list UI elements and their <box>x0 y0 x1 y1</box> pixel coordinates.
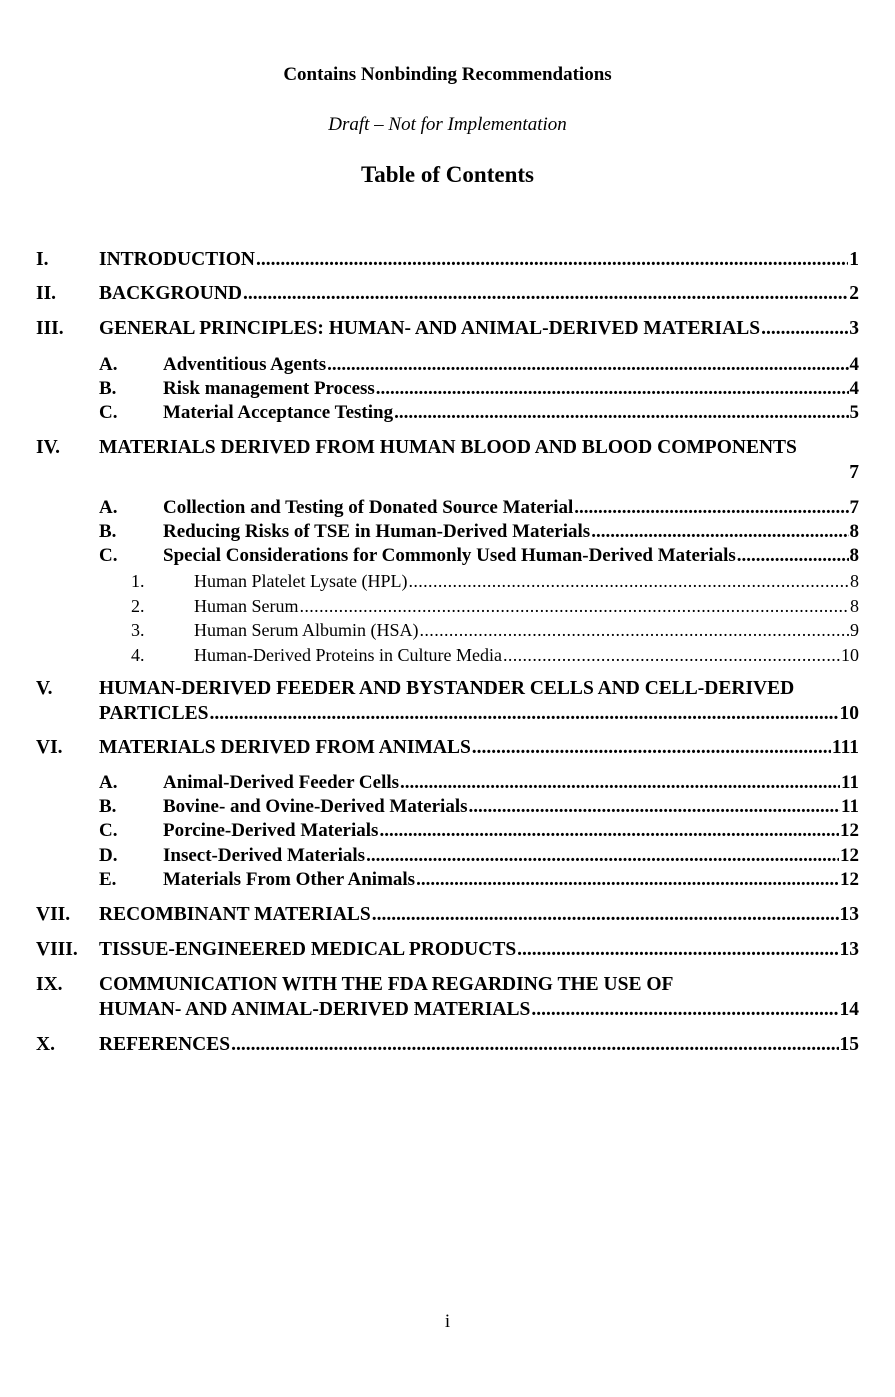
toc-page-number: 2 <box>849 283 859 304</box>
toc-title-text: Insect-Derived Materials <box>163 845 366 866</box>
toc-page-number: 7 <box>849 462 859 483</box>
toc-page-number: 8 <box>849 521 859 542</box>
toc-page-number: 4 <box>849 378 859 399</box>
toc-title-text: Risk management Process <box>163 378 375 399</box>
toc-page-number: 10 <box>839 703 859 724</box>
toc-title-text: INTRODUCTION <box>99 249 256 270</box>
toc-number: VIII. <box>36 939 78 960</box>
toc-page-number: 111 <box>831 737 859 758</box>
dot-leader <box>376 378 849 400</box>
toc-title-text: REFERENCES <box>99 1034 231 1055</box>
toc-number: B. <box>99 521 117 542</box>
dot-leader <box>209 703 838 725</box>
toc-title-text: Special Considerations for Commonly Used Human-Derived Materials <box>163 545 736 566</box>
toc-page-number: 11 <box>841 796 859 817</box>
toc-page-number: 10 <box>841 645 859 665</box>
toc-page-number: 11 <box>841 772 859 793</box>
toc-title-text: RECOMBINANT MATERIALS <box>99 904 371 925</box>
dot-leader <box>379 820 839 842</box>
toc-number: A. <box>99 354 118 375</box>
toc-number: X. <box>36 1034 55 1055</box>
toc-title-text-continued: HUMAN- AND ANIMAL-DERIVED MATERIALS <box>99 999 531 1020</box>
toc-page-number: 8 <box>849 545 859 566</box>
toc-title-text: Bovine- and Ovine-Derived Materials <box>163 796 468 817</box>
toc-title-text: Reducing Risks of TSE in Human-Derived Materials <box>163 521 591 542</box>
toc-page-number: 14 <box>839 999 859 1020</box>
toc-title-text: Human Platelet Lysate (HPL) <box>194 571 408 591</box>
toc-page-number: 12 <box>840 820 859 841</box>
toc-number: A. <box>99 497 118 518</box>
dot-leader <box>231 1034 838 1056</box>
toc-title-text: COMMUNICATION WITH THE FDA REGARDING THE USE OF <box>99 974 674 995</box>
page-number-footer: i <box>444 1311 451 1332</box>
toc-number: 3. <box>131 620 145 640</box>
dot-leader <box>574 497 848 519</box>
dot-leader <box>243 283 848 305</box>
dot-leader <box>472 737 831 759</box>
toc-title-text: HUMAN-DERIVED FEEDER AND BYSTANDER CELLS AND CELL-DERIVED <box>99 678 795 699</box>
toc-number: VII. <box>36 904 71 925</box>
toc-title-text: Animal-Derived Feeder Cells <box>163 772 400 793</box>
toc-number: E. <box>99 869 117 890</box>
dot-leader <box>400 772 840 794</box>
toc-number: II. <box>36 283 57 304</box>
toc-page-number: 7 <box>849 497 859 518</box>
dot-leader <box>256 249 848 271</box>
toc-title: Table of Contents <box>361 162 534 187</box>
toc-page-number: 8 <box>850 596 859 616</box>
dot-leader <box>761 318 848 340</box>
toc-page-number: 13 <box>839 939 859 960</box>
toc-title-text: MATERIALS DERIVED FROM ANIMALS <box>99 737 471 758</box>
toc-number: C. <box>99 545 118 566</box>
toc-page-number: 12 <box>840 845 859 866</box>
toc-title-text: Collection and Testing of Donated Source Material <box>163 497 574 518</box>
toc-title-text: Porcine-Derived Materials <box>163 820 379 841</box>
dot-leader <box>394 402 848 424</box>
dot-leader <box>366 845 839 867</box>
toc-title-text: Human Serum <box>194 596 299 616</box>
toc-number: C. <box>99 820 118 841</box>
dot-leader <box>299 596 849 617</box>
dot-leader <box>420 620 850 641</box>
dot-leader <box>416 869 839 891</box>
toc-title-text-continued: PARTICLES <box>99 703 209 724</box>
toc-page-number: 1 <box>849 249 859 270</box>
dot-leader <box>327 354 848 376</box>
toc-page-number: 12 <box>840 869 859 890</box>
toc-page-number: 5 <box>849 402 859 423</box>
toc-number: 2. <box>131 596 145 616</box>
toc-number: VI. <box>36 737 63 758</box>
toc-title-text: Human-Derived Proteins in Culture Media <box>194 645 502 665</box>
toc-number: A. <box>99 772 118 793</box>
document-banner: Contains Nonbinding Recommendations <box>283 64 612 85</box>
toc-number: D. <box>99 845 118 866</box>
toc-number: B. <box>99 378 117 399</box>
draft-notice: Draft – Not for Implementation <box>328 114 567 135</box>
dot-leader <box>408 571 849 592</box>
toc-title-text: BACKGROUND <box>99 283 243 304</box>
toc-number: B. <box>99 796 117 817</box>
dot-leader <box>737 545 849 567</box>
toc-page-number: 3 <box>849 318 859 339</box>
toc-page-number: 13 <box>839 904 859 925</box>
toc-number: I. <box>36 249 49 270</box>
dot-leader <box>372 904 839 926</box>
dot-leader <box>591 521 848 543</box>
toc-title-text: GENERAL PRINCIPLES: HUMAN- AND ANIMAL-DERIVED MATERIALS <box>99 318 761 339</box>
toc-page-number: 15 <box>839 1034 859 1055</box>
toc-number: C. <box>99 402 118 423</box>
toc-number: III. <box>36 318 64 339</box>
toc-number: IX. <box>36 974 63 995</box>
toc-page-number: 4 <box>849 354 859 375</box>
toc-number: V. <box>36 678 53 699</box>
dot-leader <box>517 939 838 961</box>
dot-leader <box>469 796 841 818</box>
toc-number: 1. <box>131 571 145 591</box>
dot-leader <box>531 999 838 1021</box>
toc-number: 4. <box>131 645 145 665</box>
toc-number: IV. <box>36 437 61 458</box>
dot-leader <box>503 645 840 666</box>
toc-title-text: MATERIALS DERIVED FROM HUMAN BLOOD AND BLOOD COMPONENTS <box>99 437 797 458</box>
toc-page-number: 8 <box>850 571 859 591</box>
toc-title-text: TISSUE-ENGINEERED MEDICAL PRODUCTS <box>99 939 517 960</box>
toc-title-text: Adventitious Agents <box>163 354 327 375</box>
toc-title-text: Human Serum Albumin (HSA) <box>194 620 419 640</box>
toc-title-text: Material Acceptance Testing <box>163 402 394 423</box>
toc-title-text: Materials From Other Animals <box>163 869 416 890</box>
toc-page-number: 9 <box>850 620 859 640</box>
